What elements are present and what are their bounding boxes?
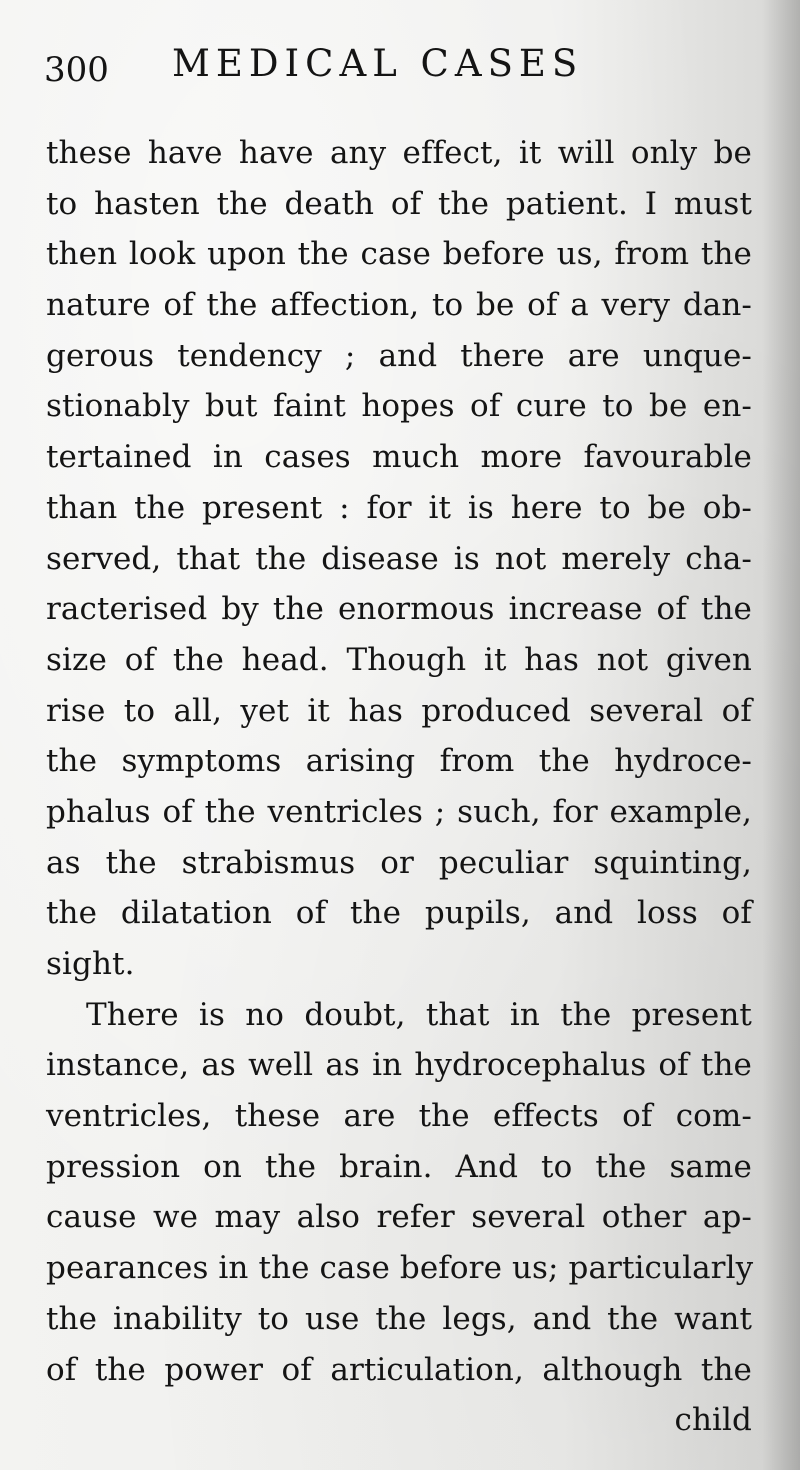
text-line: phalus of the ventricles ; such, for example, [46,793,752,830]
text-line: than the present : for it is here to be ob- [46,489,752,526]
text-line: served, that the disease is not merely cha- [46,540,752,577]
text-line: size of the head. Though it has not given [46,641,752,678]
catchword: child [674,1402,752,1439]
text-line: There is no doubt, that in the present [86,996,752,1033]
body-text [46,128,752,1446]
page-number: 300 [44,50,109,90]
text-line: stionably but faint hopes of cure to be en- [46,388,752,425]
text-line: the symptoms arising from the hydroce- [46,743,752,780]
page-edge-shadow [762,0,800,1470]
text-line: the inability to use the legs, and the want [46,1300,752,1337]
text-line: then look upon the case before us, from the [46,236,752,273]
text-line: pearances in the case before us; particularly [46,1250,754,1287]
text-line: the dilatation of the pupils, and loss of [46,895,752,932]
text-line: to hasten the death of the patient. I must [46,185,752,222]
text-line: instance, as well as in hydrocephalus of the [46,1047,752,1084]
text-line: gerous tendency ; and there are unque- [46,337,752,374]
paragraph-1 [46,128,752,990]
text-line: these have have any effect, it will only be [46,135,752,171]
text-line: racterised by the enormous increase of the [46,591,752,628]
text-line: tertained in cases much more favourable [46,439,752,476]
running-head-title: MEDICAL CASES [172,42,584,85]
text-line: of the power of articulation, although the [46,1351,752,1388]
text-line: cause we may also refer several other ap- [46,1199,752,1236]
text-line: pression on the brain. And to the same [46,1148,752,1185]
text-line: ventricles, these are the effects of com- [46,1098,752,1135]
text-line: nature of the affection, to be of a very dan- [46,287,752,324]
paragraph-2 [46,990,752,1396]
text-line: as the strabismus or peculiar squinting, [46,844,752,881]
text-line: rise to all, yet it has produced several of [46,692,752,729]
text-line: sight. [46,946,135,982]
